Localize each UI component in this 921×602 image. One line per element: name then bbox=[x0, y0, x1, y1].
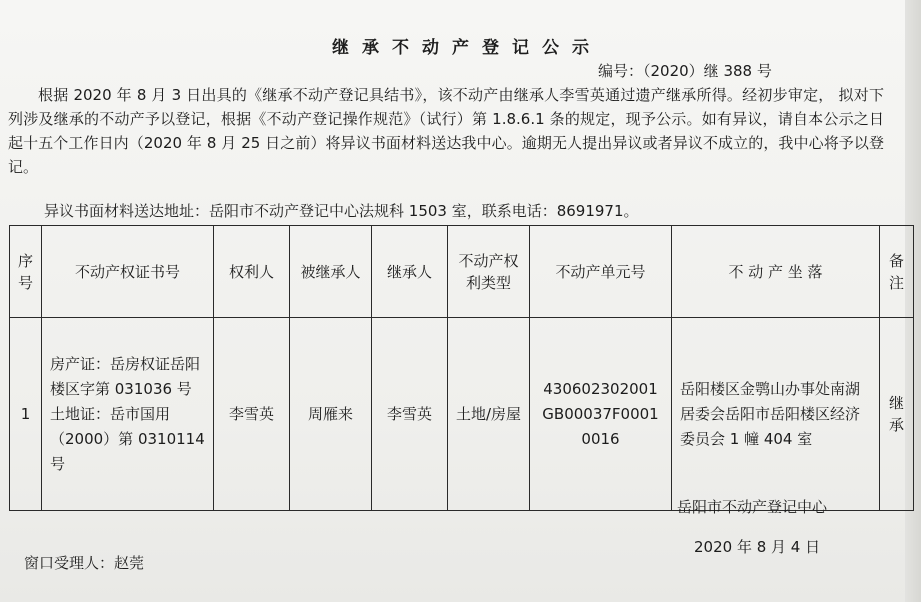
header-cert: 不动产权证书号 bbox=[42, 226, 214, 318]
window-acceptor: 窗口受理人：赵莞 bbox=[24, 554, 145, 572]
header-unit-no: 不动产单元号 bbox=[530, 226, 672, 318]
header-note: 备注 bbox=[880, 226, 914, 318]
header-no: 序号 bbox=[10, 226, 42, 318]
header-owner: 权利人 bbox=[214, 226, 290, 318]
cell-cert: 房产证：岳房权证岳阳楼区字第 031036 号土地证：岳市国用（2000）第 0310114 号 bbox=[42, 318, 214, 511]
cell-no: 1 bbox=[10, 318, 42, 511]
cell-right-type: 土地/房屋 bbox=[448, 318, 530, 511]
header-location: 不 动 产 坐 落 bbox=[672, 226, 880, 318]
header-heir: 继承人 bbox=[372, 226, 448, 318]
cell-heir: 李雪英 bbox=[372, 318, 448, 511]
issue-date: 2020 年 8 月 4 日 bbox=[694, 538, 821, 556]
table-header-row bbox=[10, 226, 914, 318]
header-right-type: 不动产权利类型 bbox=[448, 226, 530, 318]
notice-title: 继承不动产登记公示 bbox=[332, 38, 602, 58]
issuer-name: 岳阳市不动产登记中心 bbox=[677, 498, 828, 516]
cell-owner: 李雪英 bbox=[214, 318, 290, 511]
property-table bbox=[9, 225, 914, 511]
table-row bbox=[10, 318, 914, 511]
document-number: 编号：（2020）继 388 号 bbox=[598, 62, 772, 80]
objection-address: 异议书面材料送达地址：岳阳市不动产登记中心法规科 1503 室，联系电话：8691971。 bbox=[44, 202, 639, 220]
notice-body: 根据 2020 年 8 月 3 日出具的《继承不动产登记具结书》，该不动产由继承人李雪英通过遗产继承所得。经初步审定， 拟对下列涉及继承的不动产予以登记，根据《不动产登记操作规范》（试行）第 1.8.6.1 条的规定，现予公示。如有异议，请自本公示之日起十五个工作日内（2020 年 8 月 25 日之前）将异议书面材料送达我中心。逾期无人提出异议或者异议不成立的，我中心将予以登记。 bbox=[8, 86, 884, 176]
cell-note: 继承 bbox=[880, 318, 914, 511]
cell-deceased: 周雁来 bbox=[290, 318, 372, 511]
cell-location: 岳阳楼区金鹗山办事处南湖居委会岳阳市岳阳楼区经济委员会 1 幢 404 室 bbox=[672, 318, 880, 511]
cell-unit-no: 430602302001GB00037F00010016 bbox=[530, 318, 672, 511]
header-deceased: 被继承人 bbox=[290, 226, 372, 318]
